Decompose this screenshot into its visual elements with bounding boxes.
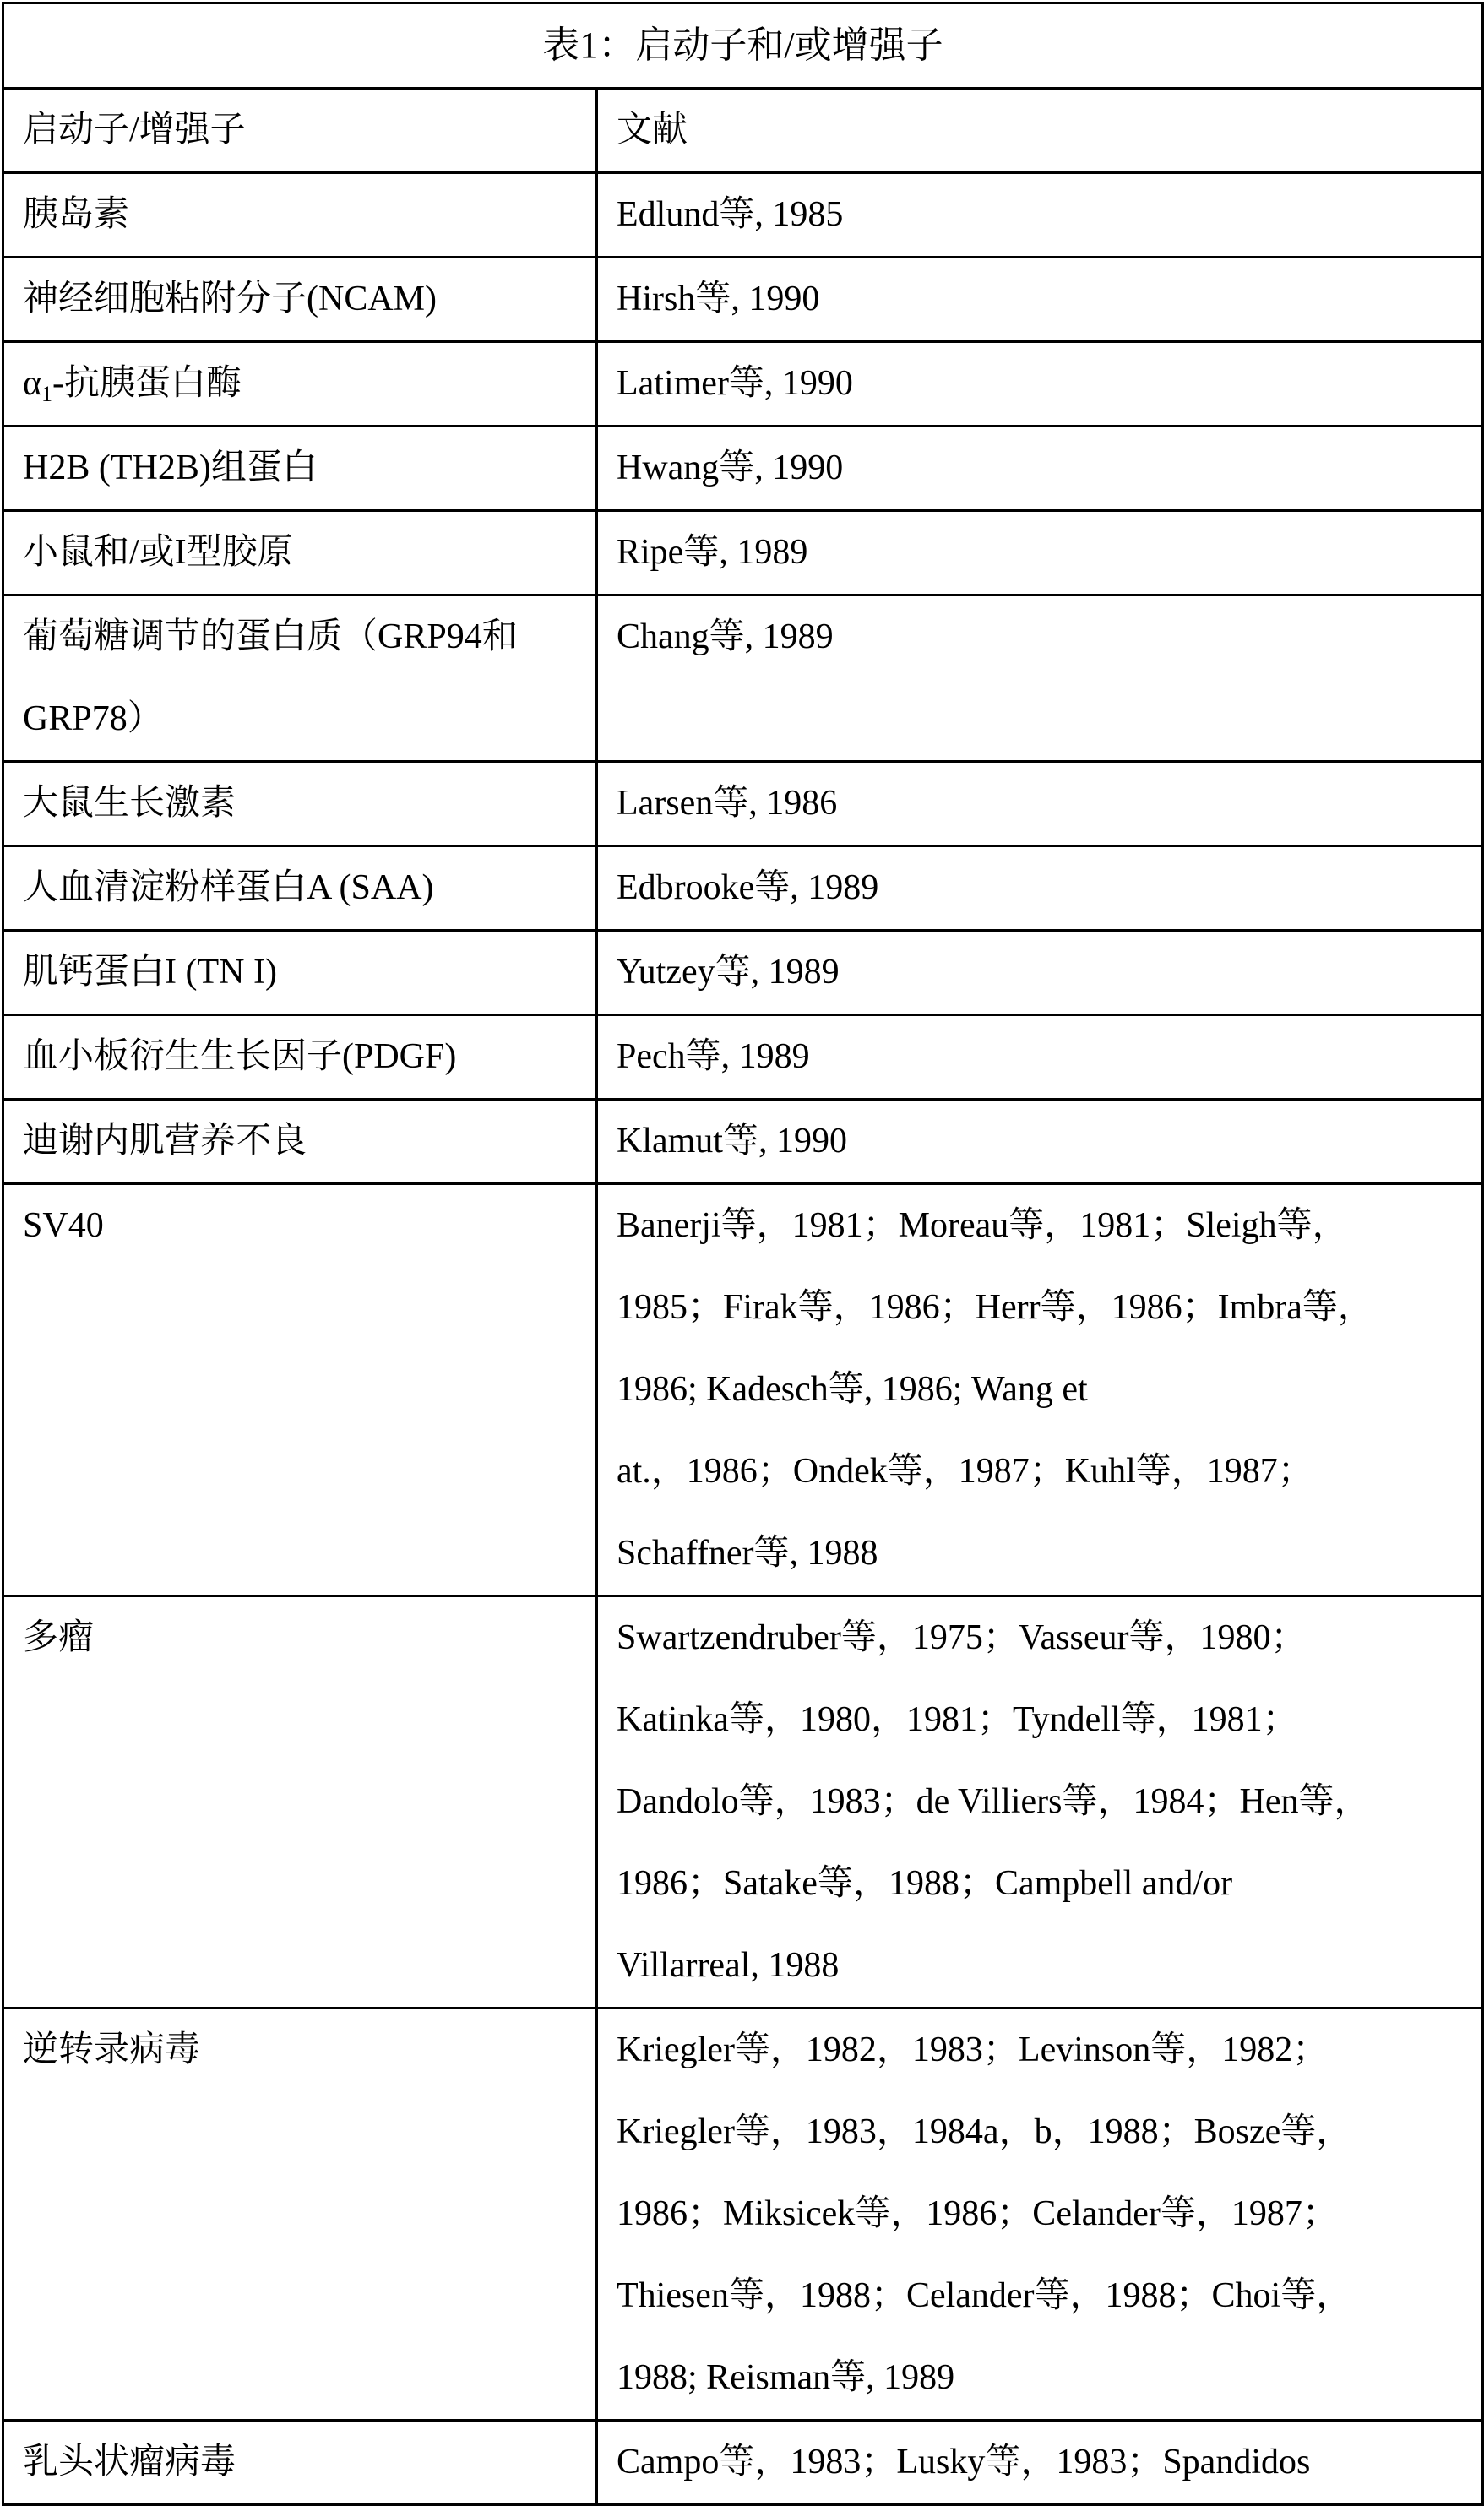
table-row bbox=[3, 1015, 1483, 1100]
references-cell: Yutzey等, 1989 bbox=[597, 931, 1483, 1015]
table-row bbox=[3, 511, 1483, 595]
promoter-cell: 葡萄糖调节的蛋白质（GRP94和GRP78） bbox=[3, 595, 597, 762]
table-row bbox=[3, 1100, 1483, 1184]
header-promoter-enhancer: 启动子/增强子 bbox=[3, 89, 597, 173]
table-row bbox=[3, 342, 1483, 427]
header-references: 文献 bbox=[597, 89, 1483, 173]
table-row bbox=[3, 846, 1483, 931]
promoter-cell: 胰岛素 bbox=[3, 173, 597, 258]
table-row bbox=[3, 595, 1483, 762]
promoter-cell: 血小板衍生生长因子(PDGF) bbox=[3, 1015, 597, 1100]
table-row bbox=[3, 1184, 1483, 1596]
promoter-cell: H2B (TH2B)组蛋白 bbox=[3, 427, 597, 511]
references-cell: Edbrooke等, 1989 bbox=[597, 846, 1483, 931]
references-cell: Edlund等, 1985 bbox=[597, 173, 1483, 258]
promoter-cell: SV40 bbox=[3, 1184, 597, 1596]
table-row bbox=[3, 1596, 1483, 2009]
references-cell: Pech等, 1989 bbox=[597, 1015, 1483, 1100]
promoter-cell: 肌钙蛋白I (TN I) bbox=[3, 931, 597, 1015]
promoter-enhancer-table bbox=[2, 2, 1484, 2506]
table-row bbox=[3, 2009, 1483, 2421]
references-cell: Klamut等, 1990 bbox=[597, 1100, 1483, 1184]
table-row bbox=[3, 258, 1483, 342]
references-cell: Swartzendruber等，1975；Vasseur等，1980； Katinka等，1980，1981；Tyndell等，1981； Dandolo等，1983；de Villiers等，1984；Hen等， 1986；Satake等，1988；Campbell and/or Villarreal, 1988 bbox=[597, 1596, 1483, 2009]
promoter-cell: 乳头状瘤病毒 bbox=[3, 2421, 597, 2505]
references-cell: Hirsh等, 1990 bbox=[597, 258, 1483, 342]
references-cell: Latimer等, 1990 bbox=[597, 342, 1483, 427]
promoter-cell: 大鼠生长激素 bbox=[3, 762, 597, 846]
table-row bbox=[3, 173, 1483, 258]
promoter-cell: 多瘤 bbox=[3, 1596, 597, 2009]
references-cell: Hwang等, 1990 bbox=[597, 427, 1483, 511]
table-row bbox=[3, 2421, 1483, 2505]
references-cell: Larsen等, 1986 bbox=[597, 762, 1483, 846]
promoter-cell: 迪谢内肌营养不良 bbox=[3, 1100, 597, 1184]
references-cell: Kriegler等，1982，1983；Levinson等，1982； Kriegler等，1983，1984a，b，1988；Bosze等， 1986；Miksicek等，1986；Celander等，1987； Thiesen等，1988；Celander等，1988；Choi等， 1988; Reisman等, 1989 bbox=[597, 2009, 1483, 2421]
references-cell: Campo等，1983；Lusky等，1983；Spandidos bbox=[597, 2421, 1483, 2505]
references-cell: Ripe等, 1989 bbox=[597, 511, 1483, 595]
references-cell: Banerji等，1981；Moreau等，1981；Sleigh等， 1985；Firak等，1986；Herr等，1986；Imbra等， 1986; Kadesch等, 1986; Wang et at.，1986；Ondek等，1987；Kuhl等，1987； Schaffner等, 1988 bbox=[597, 1184, 1483, 1596]
promoter-cell: 小鼠和/或I型胶原 bbox=[3, 511, 597, 595]
promoter-cell: $\alpha_1-$抗胰蛋白酶 bbox=[3, 342, 597, 427]
table-header-row bbox=[3, 89, 1483, 173]
table-row bbox=[3, 762, 1483, 846]
promoter-cell: 神经细胞粘附分子(NCAM) bbox=[3, 258, 597, 342]
promoter-cell: 逆转录病毒 bbox=[3, 2009, 597, 2421]
references-cell: Chang等, 1989 bbox=[597, 595, 1483, 762]
table-row bbox=[3, 427, 1483, 511]
promoter-cell: 人血清淀粉样蛋白A (SAA) bbox=[3, 846, 597, 931]
table-title: 表1：启动子和/或增强子 bbox=[3, 3, 1483, 89]
table-row bbox=[3, 931, 1483, 1015]
table-title-row bbox=[3, 3, 1483, 89]
